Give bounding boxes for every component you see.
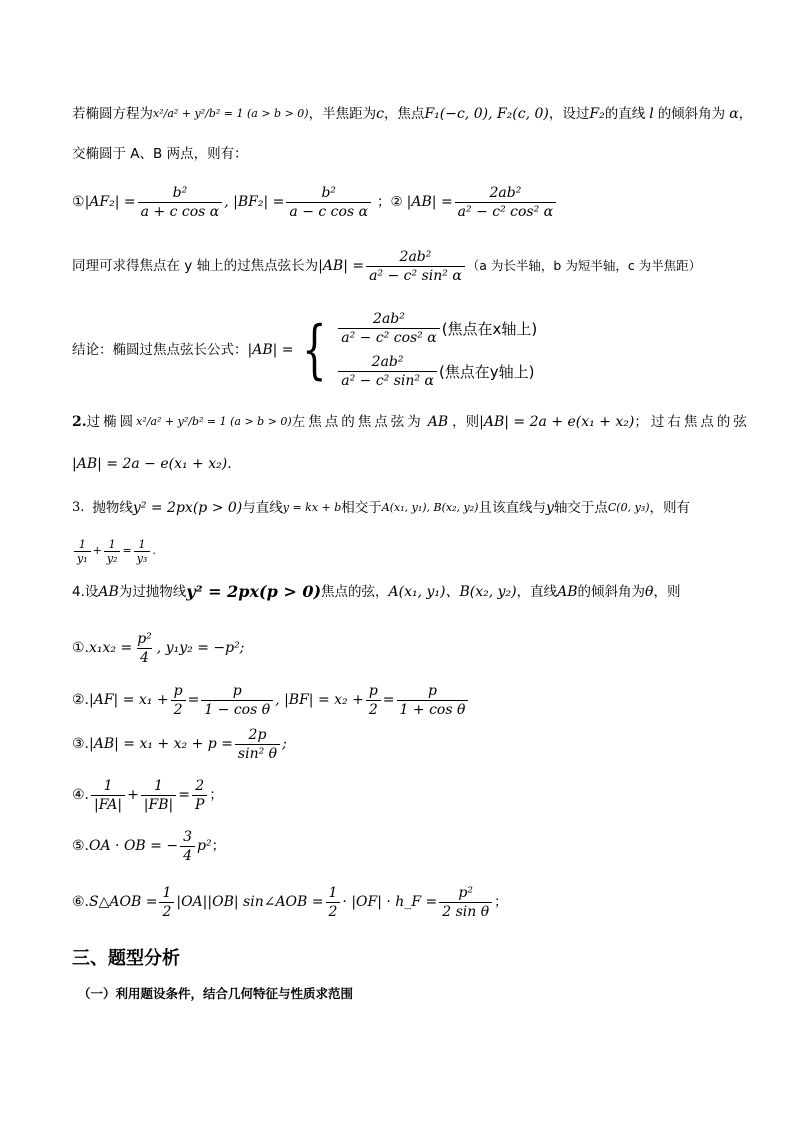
r4-d1: |FA| xyxy=(91,795,125,814)
formula1-den2: a − c cos α xyxy=(286,202,371,221)
r4-n1: 1 xyxy=(103,777,113,794)
r5-label: ⑤. xyxy=(72,838,90,854)
conclusion-cases xyxy=(336,310,537,390)
item3-equals: = xyxy=(122,544,132,557)
subsection-heading: （一）利用题设条件，结合几何特征与性质求范围 xyxy=(78,986,354,1001)
item4-text-a: 4.设 xyxy=(72,584,99,600)
formula1-frac2 xyxy=(286,184,371,221)
formula1-bf2: , |BF₂| = xyxy=(224,194,285,210)
case1-num: 2ab² xyxy=(373,311,405,327)
r4-label: ④. xyxy=(72,787,90,803)
formula1-sep: ；② xyxy=(377,194,403,210)
r3-den: sin² θ xyxy=(235,744,280,763)
r6-frac3 xyxy=(439,884,492,921)
r5-end: ； xyxy=(211,838,226,854)
r4-frac1 xyxy=(91,777,125,814)
r5-b: p² xyxy=(197,838,212,854)
ellipse-equation: x²/a² + y²/b² = 1 (a > b > 0) xyxy=(153,107,309,120)
item4-text-b: 为过抛物线 xyxy=(118,584,187,600)
foci: F₁(−c, 0), F₂(c, 0) xyxy=(424,106,549,122)
item3-number: 3. xyxy=(72,500,85,515)
r6-n1: 1 xyxy=(162,884,172,901)
item4-text-d: ，直线 xyxy=(516,584,558,600)
formula2-num: 2ab² xyxy=(399,248,432,265)
r5-num: 3 xyxy=(183,828,193,845)
r6-c: · |OF| · h_F = xyxy=(342,894,438,910)
r6-n2: 1 xyxy=(328,884,338,901)
r3-a: |AB| = x₁ + x₂ + p = xyxy=(89,736,233,752)
item3-frac2-den: y₂ xyxy=(104,551,121,565)
section-heading: 三、题型分析 xyxy=(72,948,180,969)
r1-label: ①. xyxy=(72,640,90,656)
r3-num: 2p xyxy=(248,726,267,743)
r5-a: OA · OB = − xyxy=(89,838,179,854)
intro-line-1 xyxy=(72,104,754,124)
r6-d3: 2 sin θ xyxy=(439,902,492,921)
intro-text-d: ，设过 xyxy=(548,106,590,122)
result-1 xyxy=(72,628,754,668)
r2-n4: p xyxy=(427,682,437,699)
r6-a: S△AOB = xyxy=(89,894,158,910)
r2-a: |AF| = x₁ + xyxy=(89,692,169,708)
case1-frac xyxy=(338,310,439,347)
r6-end: ； xyxy=(494,894,508,910)
case2-den: a² − c² sin² α xyxy=(338,371,437,390)
r2-frac3 xyxy=(366,682,381,719)
item2-formula-2: |AB| = 2a − e(x₁ + x₂) xyxy=(72,456,228,472)
r1-den: 4 xyxy=(137,648,152,667)
var-l: l xyxy=(649,106,654,122)
r2-d: = xyxy=(382,692,395,708)
r2-label: ②. xyxy=(72,692,90,708)
r2-d3: 2 xyxy=(366,700,381,719)
item3-plus: + xyxy=(92,544,102,557)
item3-frac3 xyxy=(134,538,151,565)
item2-text-d: ；过右焦点的弦 xyxy=(634,414,750,430)
formula2-note: （a 为长半轴，b 为短半轴，c 为半焦距） xyxy=(466,258,702,273)
r6-frac2 xyxy=(326,884,341,921)
item3-frac3-num: 1 xyxy=(138,537,146,551)
r1-frac xyxy=(134,630,155,667)
r3-b: ; xyxy=(282,736,287,752)
item4-text-e: 的倾斜角为 xyxy=(577,584,646,600)
result-3 xyxy=(72,724,754,764)
intro-text-g: ， xyxy=(738,106,753,122)
item3-end: . xyxy=(152,544,156,557)
item3-frac2 xyxy=(104,538,121,565)
item4-ab2: AB xyxy=(557,584,578,600)
result-6 xyxy=(72,880,754,924)
formula1-num1: b² xyxy=(172,184,188,201)
r6-b: |OA||OB| sin∠AOB = xyxy=(176,894,324,910)
r4-d2: |FB| xyxy=(141,795,176,814)
intro-text-e: 的直线 xyxy=(604,106,646,122)
r4-n2: 1 xyxy=(154,777,163,794)
formula1-af2: |AF₂| = xyxy=(84,194,136,210)
item3-frac3-den: y₃ xyxy=(134,551,151,565)
var-alpha: α xyxy=(729,106,739,122)
item3-frac1-den: y₁ xyxy=(74,551,91,565)
r1-num: p² xyxy=(137,630,152,647)
r4-plus: + xyxy=(127,787,139,803)
formula1-den3: a² − c² cos² α xyxy=(455,202,556,221)
item3-point-c: C(0, y₃) xyxy=(607,501,650,514)
conclusion xyxy=(72,306,754,394)
item4-equation: y² = 2px(p > 0) xyxy=(186,582,322,601)
var-f2: F₂ xyxy=(589,106,605,122)
r2-d1: 2 xyxy=(171,700,186,719)
conclusion-ab: |AB| = xyxy=(247,342,294,358)
conclusion-label: 结论：椭圆过焦点弦长公式： xyxy=(72,342,248,358)
brace-icon: { xyxy=(301,313,327,387)
item3-frac2-num: 1 xyxy=(108,537,116,551)
r2-frac2 xyxy=(201,682,273,719)
item3-line-2 xyxy=(72,534,754,568)
formula1-circ: ① xyxy=(72,194,85,210)
r6-label: ⑥. xyxy=(72,894,90,910)
conclusion-case-2 xyxy=(336,353,537,390)
item4-ab: AB xyxy=(98,584,119,600)
item2-ab: AB xyxy=(427,414,449,430)
intro-text-b: ，半焦距为 xyxy=(308,106,377,122)
intro-text-c: ，焦点 xyxy=(383,106,425,122)
item3-eq1: y² = 2px(p > 0) xyxy=(132,500,243,516)
formula1-frac3 xyxy=(455,184,556,221)
r2-d2: 1 − cos θ xyxy=(201,700,273,719)
intro-text-f: 的倾斜角为 xyxy=(657,106,726,122)
item3-text-c: 相交于 xyxy=(341,500,382,516)
item4-text-f: ，则 xyxy=(653,584,681,600)
r4-n3: 2 xyxy=(195,777,205,794)
result-2 xyxy=(72,680,754,720)
var-c: c xyxy=(376,106,384,122)
r6-d2: 2 xyxy=(326,902,341,921)
item3-text-f: ，则有 xyxy=(649,500,690,516)
item2-text-a: 过椭圆 xyxy=(86,414,137,430)
r6-d1: 2 xyxy=(159,902,174,921)
item2-end: . xyxy=(227,456,232,472)
item3-eq2: y = kx + b xyxy=(282,501,342,514)
case1-note: (焦点在x轴上) xyxy=(441,319,538,338)
formula-2 xyxy=(72,244,754,288)
r5-frac xyxy=(180,828,195,865)
item4-line xyxy=(72,582,754,602)
r1-b: , y₁y₂ = −p²; xyxy=(156,640,245,656)
r2-n1: p xyxy=(173,682,183,699)
r2-frac4 xyxy=(397,682,469,719)
item4-text-c: 焦点的弦， xyxy=(321,584,389,600)
case2-note: (焦点在y轴上) xyxy=(438,362,535,381)
r2-frac1 xyxy=(171,682,186,719)
item3-line-1 xyxy=(72,498,754,518)
intro-text-p2: 交椭圆于 A、B 两点，则有： xyxy=(72,146,248,162)
formula1-den1: a + c cos α xyxy=(138,202,223,221)
case1-den: a² − c² cos² α xyxy=(338,328,439,347)
r5-den: 4 xyxy=(180,846,195,865)
item3-text-a: 抛物线 xyxy=(92,500,133,516)
r2-d4: 1 + cos θ xyxy=(397,700,469,719)
item2-line-1 xyxy=(72,412,754,432)
item3-points: A(x₁, y₁), B(x₂, y₂) xyxy=(381,501,479,514)
item2-number: 2. xyxy=(72,414,87,430)
item4-theta: θ xyxy=(645,584,654,600)
formula2-text: 同理可求得焦点在 y 轴上的过焦点弦长为 xyxy=(72,258,319,274)
r3-label: ③. xyxy=(72,736,90,752)
r3-frac xyxy=(235,726,280,763)
item2-text-c: ，则 xyxy=(452,414,480,430)
item2-equation: x²/a² + y²/b² = 1 (a > b > 0) xyxy=(136,415,292,428)
result-4 xyxy=(72,774,754,816)
item3-frac1-num: 1 xyxy=(78,537,86,551)
formula-1 xyxy=(72,180,754,224)
formula1-ab: |AB| = xyxy=(406,194,453,210)
formula2-ab: |AB| = xyxy=(318,258,365,274)
item4-points: A(x₁, y₁)、B(x₂, y₂) xyxy=(388,584,517,600)
intro-text-a: 若椭圆方程为 xyxy=(72,106,153,122)
formula1-num3: 2ab² xyxy=(489,184,522,201)
formula2-den: a² − c² sin² α xyxy=(366,266,465,285)
r4-frac2 xyxy=(141,777,176,814)
result-5 xyxy=(72,826,754,866)
conclusion-case-1 xyxy=(336,310,537,347)
r4-d3: P xyxy=(192,795,207,814)
item3-text-e: 轴交于点 xyxy=(553,500,608,516)
item2-line-2 xyxy=(72,454,754,474)
formula1-num2: b² xyxy=(321,184,337,201)
item2-text-b: 左焦点的焦点弦为 xyxy=(291,414,424,430)
item3-text-d: 且该直线与 xyxy=(478,500,546,516)
r2-c: , |BF| = x₂ + xyxy=(275,692,364,708)
intro-line-2 xyxy=(72,144,754,164)
item3-text-b: 与直线 xyxy=(242,500,283,516)
r4-eq: = xyxy=(178,787,190,803)
item2-formula-1: |AB| = 2a + e(x₁ + x₂) xyxy=(479,414,635,430)
r6-n3: p² xyxy=(458,884,473,901)
r4-frac3 xyxy=(192,777,207,814)
r6-frac1 xyxy=(159,884,174,921)
formula2-frac xyxy=(366,248,465,285)
r2-b: = xyxy=(187,692,200,708)
case2-frac xyxy=(338,353,437,390)
case2-num: 2ab² xyxy=(371,354,404,370)
r1-a: x₁x₂ = xyxy=(89,640,133,656)
item3-y: y xyxy=(545,500,554,516)
r2-n3: p xyxy=(368,682,378,699)
item3-frac1 xyxy=(74,538,91,565)
r2-n2: p xyxy=(232,682,242,699)
formula1-frac1 xyxy=(138,184,223,221)
r4-end: ； xyxy=(209,787,223,803)
